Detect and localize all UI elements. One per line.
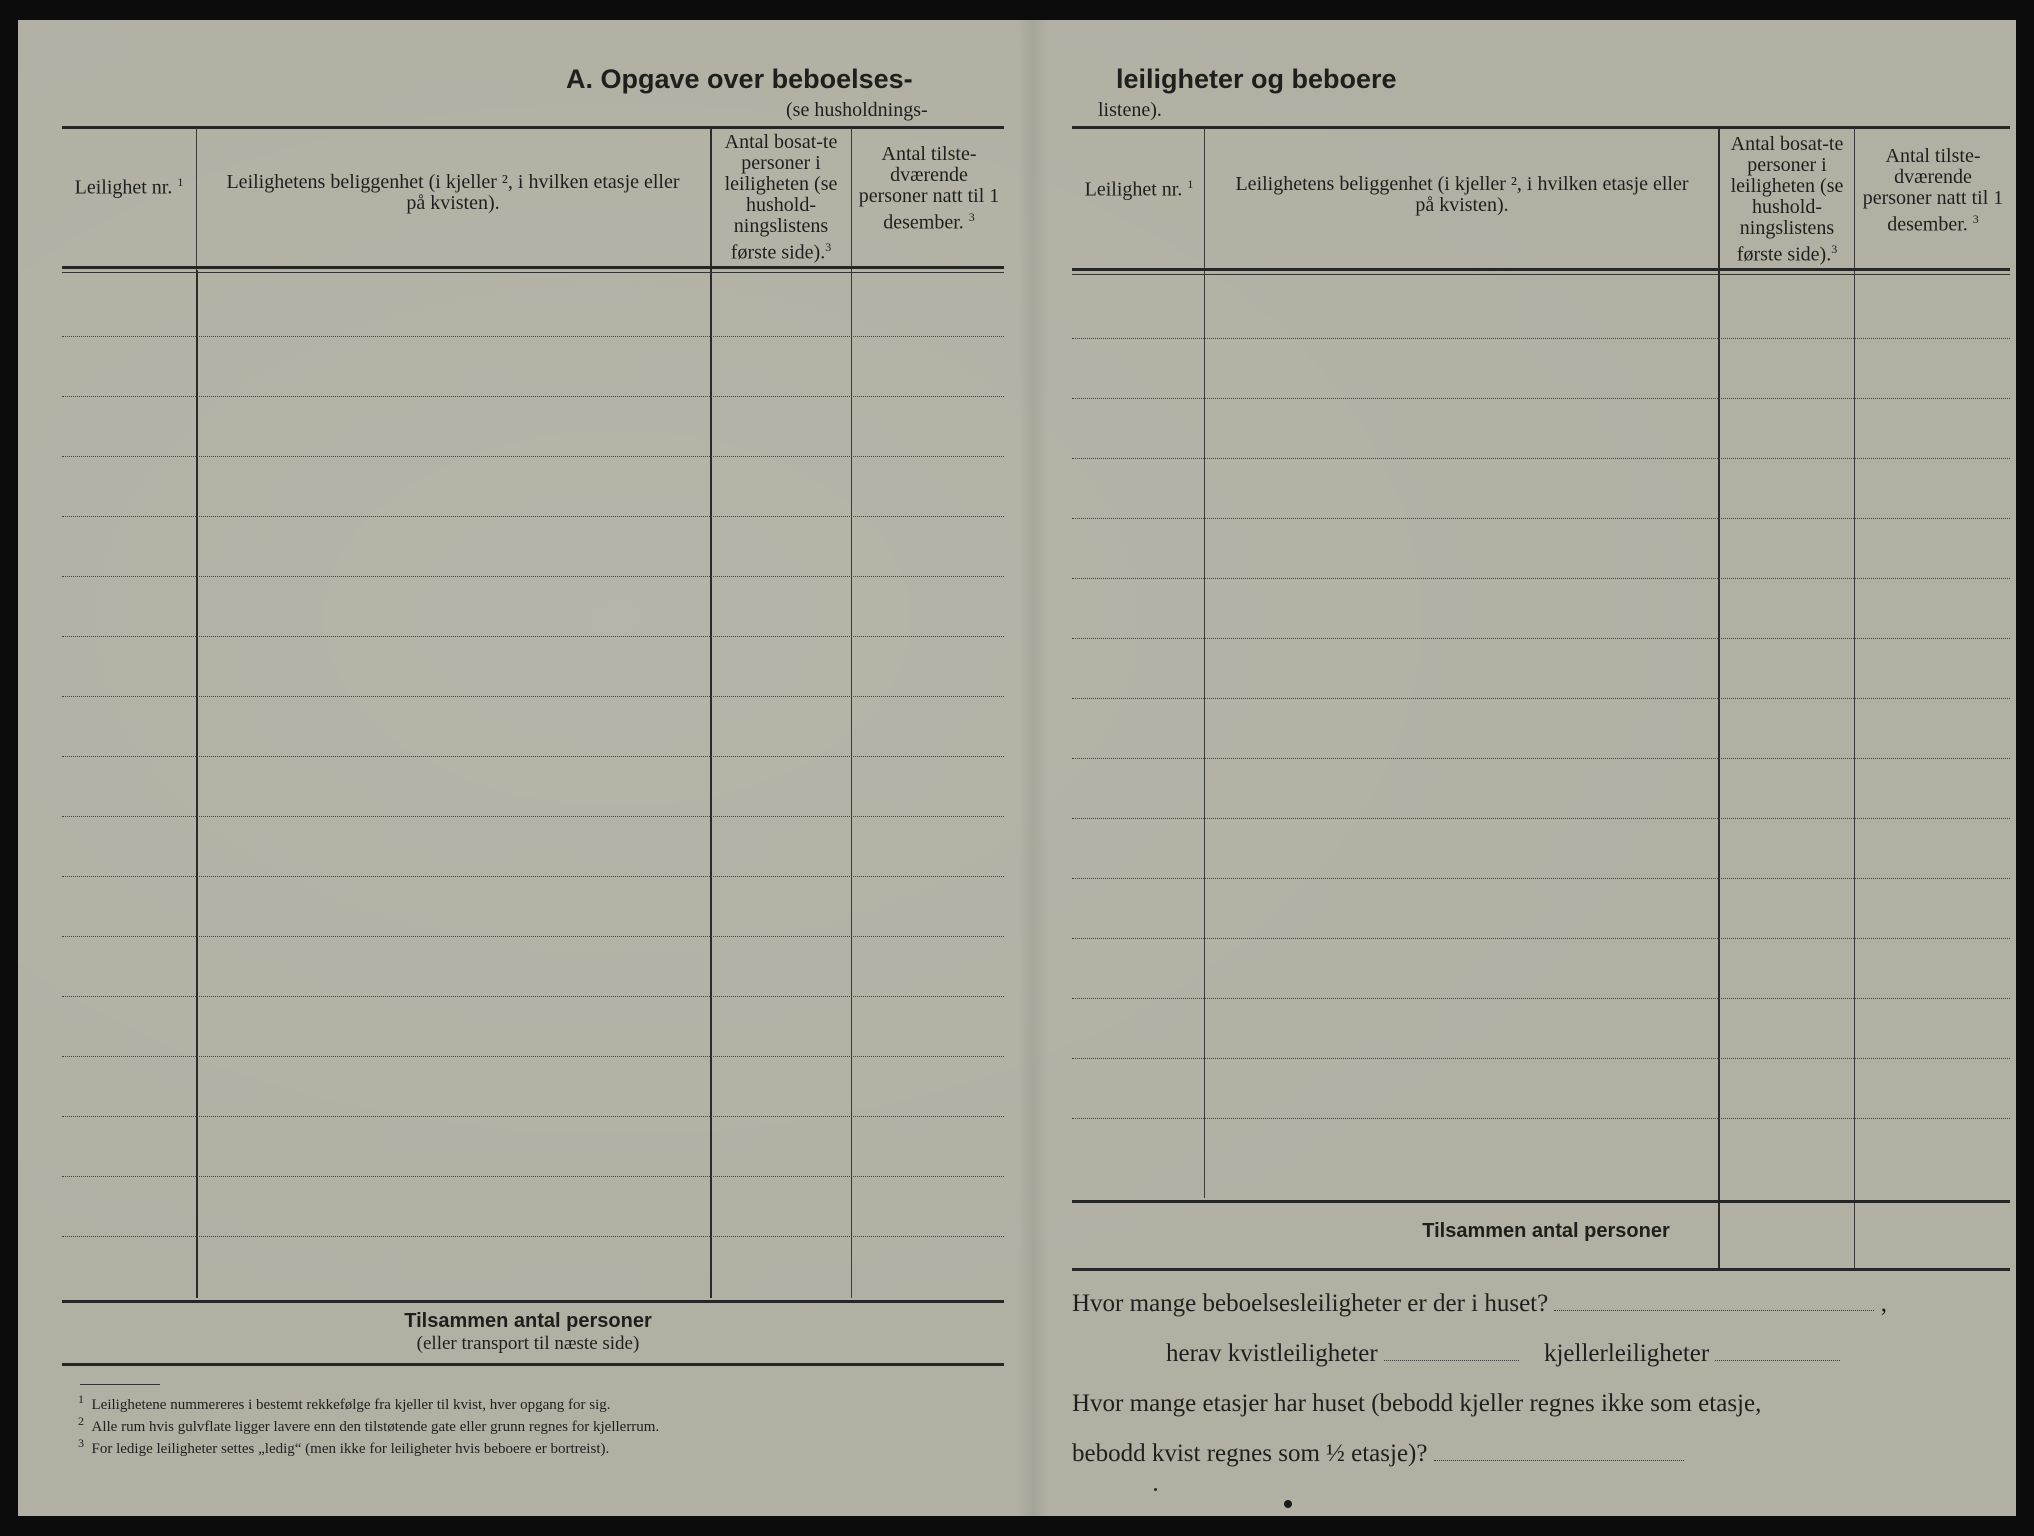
left-row-line [62,516,1004,517]
right-header-rule [1072,268,2010,271]
question-attic-basement: herav kvistleiligheter kjellerleiligheter [1166,1340,1840,1368]
right-page-subtitle: listene). [1098,99,1162,121]
right-row-line [1072,758,2010,759]
left-row-line [62,1056,1004,1057]
left-row-line [62,996,1004,997]
ink-dot [1154,1488,1157,1491]
footnote-2: $^2$ Alle rum hvis gulvflate ligger lavere enn den tilstøtende gate eller grunn regnes for kjellerrum. [78,1414,660,1435]
right-row-line [1072,518,2010,519]
left-row-line [62,636,1004,637]
left-header-tilstedevaerende: Antal tilste-dværende personer natt til 1 desember. $^3$ [858,143,1000,234]
right-header-beliggenhet: Leilighetens beliggenhet (i kjeller ², i hvilken etasje eller på kvisten). [1235,173,1689,216]
right-top-rule [1072,126,2010,129]
right-row-line [1072,398,2010,399]
right-row-line [1072,1118,2010,1119]
ink-dot [1284,1500,1292,1508]
left-row-line [62,1116,1004,1117]
right-row-line [1072,638,2010,639]
left-row-line [62,456,1004,457]
question-floors-line1: Hvor mange etasjer har huset (bebodd kjeller regnes ikke som etasje, [1072,1390,1762,1417]
left-col-divider-3 [851,128,852,1298]
right-row-line [1072,938,2010,939]
left-total-rule [62,1300,1004,1303]
left-row-line [62,816,1004,817]
right-header-tilstedevaerende: Antal tilste-dværende personer natt til 1 desember. $^3$ [1862,145,2004,236]
left-header-rule [62,266,1004,269]
right-row-line [1072,998,2010,999]
footnote-rule [80,1384,160,1385]
left-row-line [62,1236,1004,1237]
left-row-line [62,696,1004,697]
right-col-divider-1 [1204,128,1205,1198]
left-bottom-rule [62,1363,1004,1366]
right-row-line [1072,458,2010,459]
right-bottom-rule [1072,1268,2010,1271]
left-header-bosatte: Antal bosat-te personer i leiligheten (se hushold-ningslistens første side).$^3$ [724,131,838,264]
left-header-beliggenhet: Leilighetens beliggenhet (i kjeller ², i hvilken etasje eller på kvisten). [226,171,680,214]
left-total-label: Tilsammen antal personer [404,1310,652,1332]
census-form-sheet [18,20,2016,1516]
right-total-rule [1072,1200,2010,1203]
attic-apartments-field[interactable] [1384,1359,1519,1361]
right-row-line [1072,698,2010,699]
left-header-leilighet: Leilighet nr. $^1$ [74,175,184,199]
left-row-line [62,756,1004,757]
right-page-title: leiligheter og beboere [1116,64,1397,94]
question-floors-line2: bebodd kvist regnes som ½ etasje)? [1072,1440,1684,1468]
left-col-divider-1b [196,270,198,1298]
question-apartment-count: Hvor mange beboelsesleiligheter er der i huset? , [1072,1290,1887,1317]
left-row-line [62,336,1004,337]
left-row-line [62,396,1004,397]
left-row-line [62,876,1004,877]
footnote-3: $^3$ For ledige leiligheter settes „ledig“ (men ikke for leiligheter hvis beboere er bortreist). [78,1436,610,1457]
left-top-rule [62,126,1004,129]
right-row-line [1072,1058,2010,1059]
left-row-line [62,576,1004,577]
left-page-title: A. Opgave over beboelses- [566,64,913,94]
left-total-sub: (eller transport til næste side) [416,1333,640,1354]
floor-count-field[interactable] [1434,1459,1684,1461]
right-row-line [1072,878,2010,879]
left-header-rule-2 [62,272,1004,273]
left-page-subtitle: (se husholdnings- [786,99,928,121]
left-row-line [62,936,1004,937]
footnote-1: $^1$ Leilighetene nummereres i bestemt rekkefølge fra kjeller til kvist, hver opgang for sig. [78,1392,611,1413]
right-total-label: Tilsammen antal personer [1422,1220,1670,1242]
basement-apartments-field[interactable] [1715,1359,1840,1361]
right-header-bosatte: Antal bosat-te personer i leiligheten (se hushold-ningslistens første side).$^3$ [1730,133,1844,266]
right-row-line [1072,818,2010,819]
left-row-line [62,1176,1004,1177]
right-header-leilighet: Leilighet nr. $^1$ [1084,177,1194,201]
left-col-divider-2 [710,128,712,1298]
apartment-count-field[interactable] [1554,1309,1874,1311]
right-header-rule-2 [1072,274,2010,275]
right-row-line [1072,338,2010,339]
right-row-line [1072,578,2010,579]
